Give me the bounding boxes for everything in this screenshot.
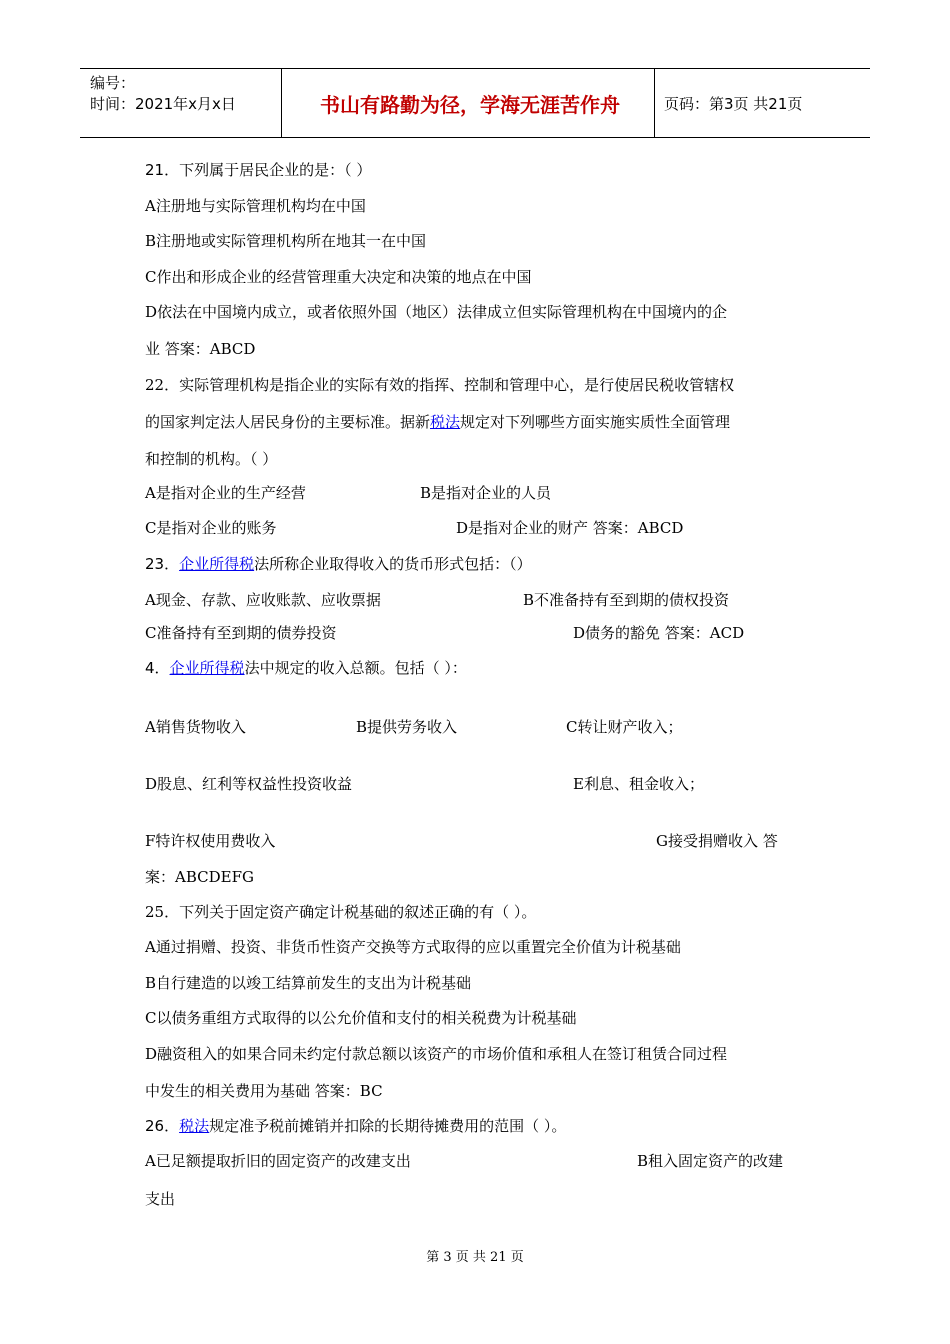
q22-text: 规定对下列哪些方面实施实质性全面管理: [460, 413, 731, 431]
header-meta: [90, 73, 236, 115]
q23-option-c: C准备持有至到期的债券投资: [145, 624, 337, 642]
header-divider: [654, 69, 655, 137]
code-label: 编号：: [90, 74, 136, 92]
q4-option-a: A销售货物收入: [145, 718, 246, 736]
q22-option-b: B是指对企业的人员: [420, 484, 552, 502]
q26-number: 26．: [145, 1117, 180, 1135]
q21-option-b: B注册地或实际管理机构所在地其一在中国: [145, 232, 427, 250]
q21-answer: 业 答案：ABCD: [145, 340, 256, 358]
q4-option-c: C转让财产收入；: [566, 718, 683, 736]
q22-stem-line1: 22．实际管理机构是指企业的实际有效的指挥、控制和管理中心，是行使居民税收管辖权: [145, 376, 735, 394]
q22-stem-line2: [145, 412, 730, 432]
q25-answer: 中发生的相关费用为基础 答案：BC: [145, 1082, 383, 1100]
q4-answer: 案：ABCDEFG: [145, 868, 254, 886]
q23-option-d: D债务的豁免 答案：ACD: [573, 624, 745, 642]
q26-option-b: B租入固定资产的改建: [637, 1152, 784, 1170]
q22-option-c: C是指对企业的账务: [145, 519, 277, 537]
q26-option-b-cont: 支出: [145, 1190, 176, 1208]
q21-option-a: A注册地与实际管理机构均在中国: [145, 197, 366, 215]
q23-number: 23．: [145, 555, 180, 573]
q25-option-a: A通过捐赠、投资、非货币性资产交换等方式取得的应以重置完全价值为计税基础: [145, 938, 681, 956]
header-page-number: 页码：第3页 共21页: [664, 95, 803, 113]
page-footer: 第 3 页 共 21 页: [426, 1250, 524, 1265]
q25-option-d: D融资租入的如果合同未约定付款总额以该资产的市场价值和承租人在签订租赁合同过程: [145, 1045, 728, 1063]
q22-stem-line3: 和控制的机构。（ ）: [145, 450, 278, 468]
q23-option-b: B不准备持有至到期的债权投资: [523, 591, 730, 609]
q25-option-c: C以债务重组方式取得的以公允价值和支付的相关税费为计税基础: [145, 1009, 577, 1027]
q26-stem: [145, 1116, 566, 1136]
q4-option-g: G接受捐赠收入 答: [656, 832, 778, 850]
q25-stem: 25．下列关于固定资产确定计税基础的叙述正确的有（ ）。: [145, 903, 537, 921]
q4-text: 法中规定的收入总额。包括（ ）：: [244, 659, 467, 677]
link-corporate-income-tax[interactable]: 企业所得税: [169, 659, 245, 677]
q23-option-a: A现金、存款、应收账款、应收票据: [145, 591, 381, 609]
q22-text: 的国家判定法人居民身份的主要标准。据新: [145, 413, 431, 431]
time-label: 时间：2021年x月x日: [90, 95, 236, 113]
q21-option-d: D依法在中国境内成立，或者依照外国（地区）法律成立但实际管理机构在中国境内的企: [145, 303, 728, 321]
page-header: [80, 68, 870, 138]
q4-stem: [145, 658, 467, 678]
q4-option-d: D股息、红利等权益性投资收益: [145, 775, 353, 793]
q26-option-a: A已足额提取折旧的固定资产的改建支出: [145, 1152, 411, 1170]
link-corporate-income-tax[interactable]: 企业所得税: [179, 555, 255, 573]
q4-option-e: E利息、租金收入；: [573, 775, 704, 793]
link-tax-law[interactable]: 税法: [430, 413, 461, 431]
q4-number: 4．: [145, 659, 170, 677]
q23-stem: [145, 554, 532, 574]
link-tax-law[interactable]: 税法: [179, 1117, 210, 1135]
q25-option-b: B自行建造的以竣工结算前发生的支出为计税基础: [145, 974, 472, 992]
q4-option-f: F特许权使用费收入: [145, 832, 276, 850]
header-divider: [281, 69, 282, 137]
q22-option-a: A是指对企业的生产经营: [145, 484, 306, 502]
header-motto: 书山有路勤为径，学海无涯苦作舟: [320, 93, 620, 117]
q26-text: 规定准予税前摊销并扣除的长期待摊费用的范围（ ）。: [209, 1117, 567, 1135]
q4-option-b: B提供劳务收入: [356, 718, 458, 736]
q22-option-d: D是指对企业的财产 答案：ABCD: [456, 519, 684, 537]
q21-stem: 21．下列属于居民企业的是：（ ）: [145, 161, 372, 179]
q23-text: 法所称企业取得收入的货币形式包括：（）: [254, 555, 532, 573]
q21-option-c: C作出和形成企业的经营管理重大决定和决策的地点在中国: [145, 268, 532, 286]
